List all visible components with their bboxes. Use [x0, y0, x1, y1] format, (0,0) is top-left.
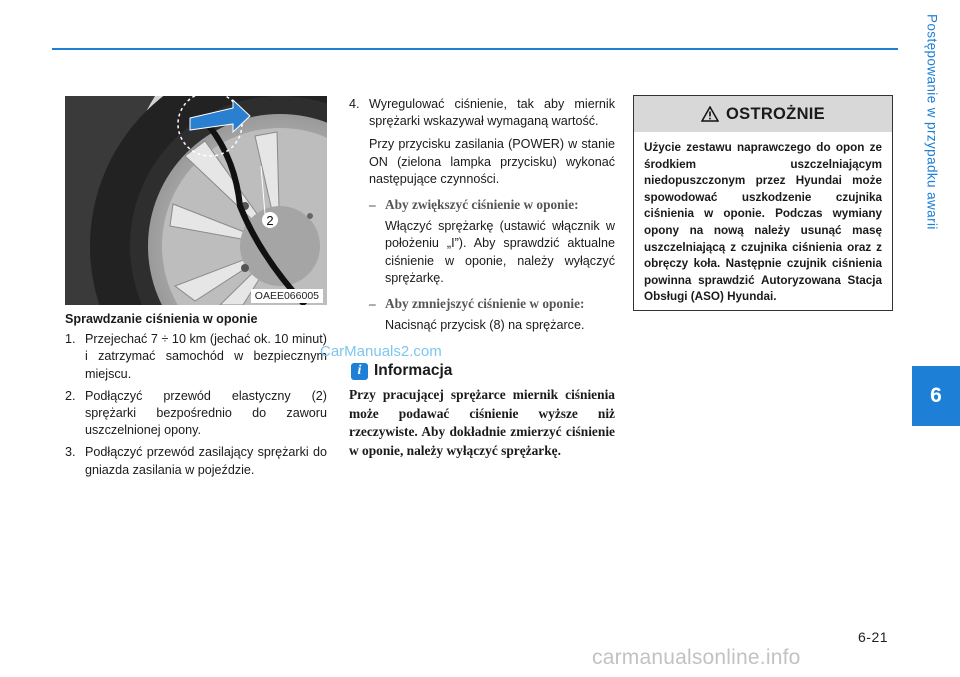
warning-triangle-icon — [701, 106, 719, 122]
header-rule — [52, 48, 898, 50]
caution-box — [633, 95, 893, 311]
step-text: Podłączyć przewód zasilający sprężarki do gniazda zasilania w pojeździe. — [85, 445, 327, 477]
step-number: 3. — [65, 445, 76, 460]
step-text: Podłączyć przewód elastyczny (2) sprężarki bezpośrednio do zaworu uszczelnionej opony. — [85, 388, 327, 438]
chapter-number-tab: 6 — [912, 366, 960, 426]
sub-heading-text: Aby zmniejszyć ciśnienie w oponie: — [385, 296, 585, 312]
caution-header — [634, 96, 892, 132]
info-header — [351, 362, 452, 380]
step-text: Wyregulować ciśnienie, tak aby miernik sprężarki wskazywał wymaganą wartość. — [369, 97, 615, 129]
column-1 — [65, 311, 327, 484]
dash: – — [369, 296, 376, 312]
step-number: 4. — [349, 97, 360, 111]
watermark-top: CarManuals2.com — [320, 343, 442, 360]
increase-pressure-text: Włączyć sprężarkę (ustawić włącznik w położeniu „I”). Aby sprawdzić aktualne ciśnienie w oponie, należy wyłączyć sprężarkę. — [385, 219, 615, 285]
figure-callout-2: 2 — [266, 213, 274, 228]
step-3 — [65, 444, 327, 478]
tire-valve-figure — [65, 96, 327, 305]
page-number: 6-21 — [858, 629, 889, 645]
increase-pressure-heading — [349, 196, 615, 213]
info-title: Informacja — [374, 362, 453, 379]
column-2 — [349, 96, 615, 340]
sub-heading-text: Aby zwiększyć ciśnienie w oponie: — [385, 197, 579, 213]
caution-text: Użycie zestawu naprawczego do opon ze środkiem uszczelniającym niedopuszczonym przez Hyundai może spowodować uszkodzenie czujnika ciśnienia w oponie. Podczas wymiany opony na nową należy usunąć masę uszczelniającą z czujnika ciśnienia oraz z obręczy koła. Następnie czujnik ciśnienia powinna sprawdzić Autoryzowana Stacja Obsługi (ASO) Hyundai. — [644, 141, 882, 304]
step-1 — [65, 331, 327, 383]
step-2 — [65, 388, 327, 440]
info-body: Przy pracującej sprężarce miernik ciśnienia może podawać ciśnienie wyższe niż rzeczywiste. Aby dokładnie zmierzyć ciśnienie w oponie, należy wyłączyć sprężarkę. — [349, 387, 615, 458]
decrease-pressure-text: Nacisnąć przycisk (8) na sprężarce. — [385, 318, 585, 333]
decrease-pressure-heading — [349, 295, 615, 312]
watermark-bottom: carmanualsonline.info — [592, 646, 801, 669]
step-4 — [349, 96, 615, 130]
section-heading: Sprawdzanie ciśnienia w oponie — [65, 312, 258, 326]
caution-title: OSTROŻNIE — [726, 104, 825, 123]
steps-list — [65, 331, 327, 479]
figure-code: OAEE066005 — [251, 289, 323, 303]
info-icon: i — [351, 363, 368, 380]
step-number: 1. — [65, 332, 76, 347]
dash: – — [369, 197, 376, 213]
step-number: 2. — [65, 388, 76, 403]
step-4-note: Przy przycisku zasilania (POWER) w stanie ON (zielona lampka przycisku) wykonać następujące czynności. — [369, 137, 615, 186]
tire-illustration — [65, 96, 327, 305]
step-text: Przejechać 7 ÷ 10 km (jechać ok. 10 minut) i zatrzymać samochód w bezpiecznym miejscu. — [85, 332, 327, 381]
chapter-side-title: Postępowanie w przypadku awarii — [924, 14, 940, 230]
